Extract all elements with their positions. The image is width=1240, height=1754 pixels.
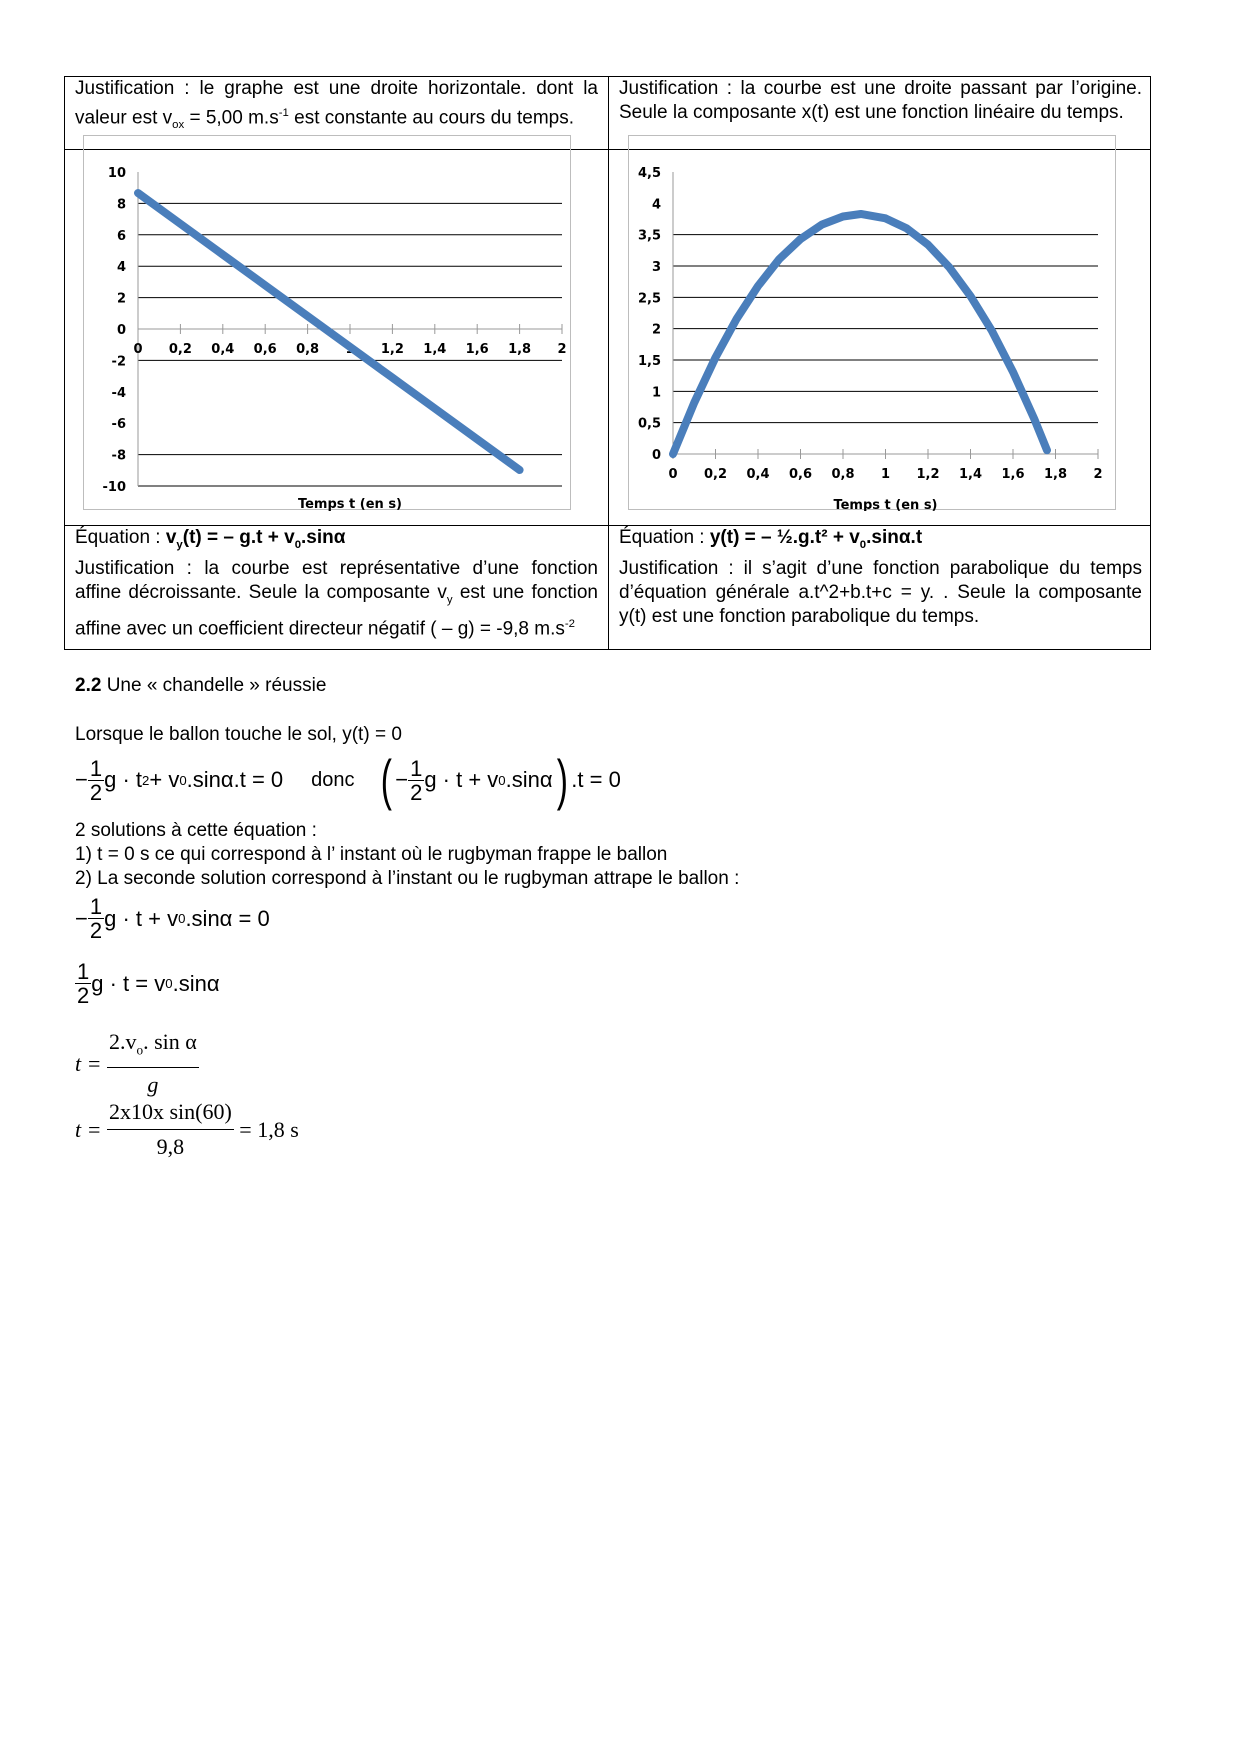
equation-3: $\frac{1}{2}$ g · t = v 0 .sinα	[77, 959, 220, 1008]
x-tick-label: 1,6	[1001, 467, 1025, 482]
x-tick-label: 1,8	[508, 342, 532, 357]
y-tick-label: 0,5	[637, 416, 661, 432]
y-tick-label: 4	[116, 260, 126, 276]
y-tick-label: -8	[111, 448, 126, 464]
equation-5: t = $\frac{\text{2x10x sin(60)}}{9,8}$ = 1,8 s	[75, 1095, 299, 1164]
x-tick-label: 0,6	[253, 342, 277, 357]
results-table	[64, 76, 1151, 650]
y-tick-label: 2	[651, 322, 661, 338]
x-tick-label: 0,8	[296, 342, 320, 357]
text-line: 2 solutions à cette équation :	[75, 820, 317, 841]
y-tick-label: -2	[111, 354, 126, 370]
y-tick-label: 3,5	[637, 228, 661, 244]
cell-equation-y: Équation : y(t) = – ½.g.t² + $v_0.\sin\alpha.t$ Justification : il s’agit d’une fonction parabolique du temps d’équation générale a.t^2+b.t+c = y. . Seule la composante y(t) est une fonction parabolique du temps.	[619, 527, 1142, 627]
x-tick-label: 1,4	[958, 467, 983, 482]
x-tick-label: 2	[1093, 467, 1103, 482]
y-tick-label: 2	[116, 291, 126, 307]
cell-equation-vy: Équation : $v_y(t)$ = – $g.t + v_0.\sin\alpha$ Justification : la courbe est représentative d’une fonction affine décroissante. Seule la composante $v_y$ est une fonction affine avec un coefficient directeur négatif ( – g) = -9,8 $m.s^{-2}$	[75, 527, 598, 639]
x-tick-label: 0,4	[746, 467, 770, 482]
chart-vy-frame	[83, 135, 571, 510]
x-tick-label: 2	[557, 342, 567, 357]
text-line: 2) La seconde solution correspond à l’instant ou le rugbyman attrape le ballon :	[75, 868, 740, 889]
y-tick-label: 6	[116, 228, 126, 244]
y-tick-label: 3	[651, 260, 661, 275]
text-line: Lorsque le ballon touche le sol, y(t) = 0	[75, 724, 402, 745]
x-tick-label: 1	[880, 467, 891, 482]
y-tick-label: 2,5	[637, 291, 661, 307]
y-tick-label: 4,5	[637, 166, 661, 181]
text-line: 1) t = 0 s ce qui correspond à l’ instant où le rugbyman frappe le ballon	[75, 844, 668, 865]
x-tick-label: 0,2	[168, 342, 192, 357]
y-tick-label: -6	[111, 417, 126, 433]
section-heading: 2.2 Une « chandelle » réussie	[75, 675, 327, 696]
y-tick-label: -10	[102, 480, 126, 495]
series-line-y	[673, 214, 1047, 454]
x-axis-label: Temps t (en s)	[833, 498, 938, 511]
y-tick-label: 0	[116, 323, 126, 338]
y-tick-label: 0	[651, 448, 661, 463]
y-tick-label: 10	[107, 166, 126, 181]
x-tick-label: 0,8	[831, 467, 855, 482]
chart-vy	[84, 136, 572, 511]
equation-1: − $\frac{1}{2}$ g · t 2 + v 0 .sinα.t = 0 donc ( − $\frac{1}{2}$ g · t + v 0 .sinα ) .t = 0	[75, 748, 621, 811]
y-tick-label: 8	[116, 197, 126, 213]
x-tick-label: 1,4	[423, 342, 447, 357]
x-tick-label: 0	[133, 342, 143, 357]
x-tick-label: 1,2	[380, 342, 404, 357]
y-tick-label: 1,5	[637, 354, 661, 369]
chart-y	[629, 136, 1117, 511]
x-tick-label: 0,4	[211, 342, 235, 357]
equation-4: t = $\frac{2.v_o. \sin \alpha}{g}$	[75, 1025, 199, 1102]
equation-2: − $\frac{1}{2}$ g · t + v 0 .sinα = 0	[75, 894, 270, 943]
x-tick-label: 1,2	[916, 467, 940, 482]
chart-y-frame	[628, 135, 1116, 510]
cell-justification-x: Justification : la courbe est une droite passant par l’origine. Seule la composante x(t) est une fonction linéaire du temps.	[619, 78, 1142, 123]
x-tick-label: 1,6	[465, 342, 489, 357]
y-tick-label: 4	[651, 197, 661, 213]
x-tick-label: 0,2	[703, 467, 728, 482]
x-tick-label: 0,6	[788, 467, 813, 482]
x-tick-label: 1	[345, 342, 355, 357]
y-tick-label: 1	[651, 385, 661, 401]
cell-justification-vx: Justification : le graphe est une droite horizontale. dont la valeur est $v_{ox} = 5,00$ $m.s^{-1}$ est constante au cours du temps.	[75, 78, 598, 132]
x-axis-label: Temps t (en s)	[297, 497, 403, 511]
x-tick-label: 0	[668, 467, 678, 482]
x-tick-label: 1,8	[1043, 467, 1068, 482]
y-tick-label: -4	[111, 385, 126, 401]
